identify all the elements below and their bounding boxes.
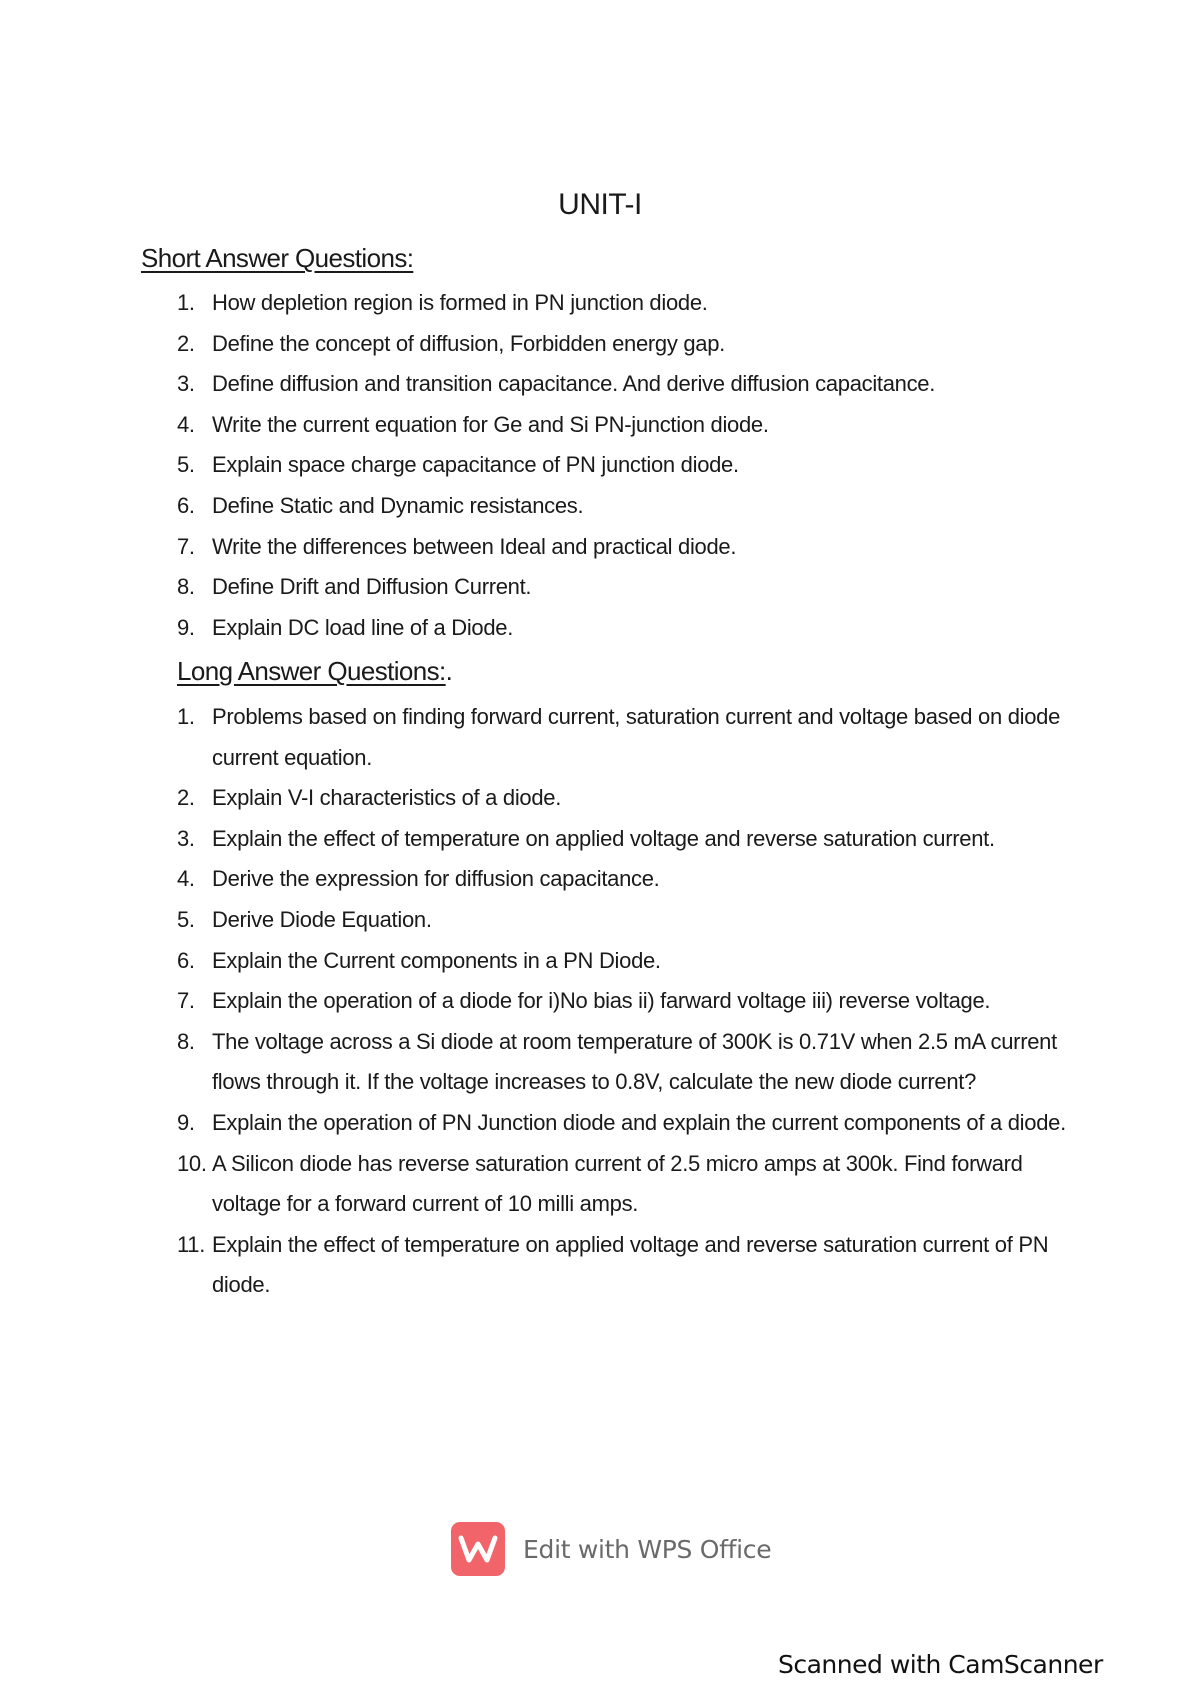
item-text: Derive the expression for diffusion capacitance. — [212, 866, 660, 892]
item-text: How depletion region is formed in PN junction diode. — [212, 290, 708, 315]
item-text: Explain DC load line of a Diode. — [212, 614, 514, 640]
item-number: 10. — [177, 1150, 207, 1176]
long-answer-heading-wrap — [177, 656, 452, 687]
item-number: 5. — [177, 906, 195, 932]
list-item — [177, 1144, 1077, 1225]
short-question-list — [177, 283, 1077, 648]
item-number: 2. — [177, 785, 195, 811]
list-item — [177, 324, 1077, 365]
list-item — [177, 1225, 1077, 1306]
item-number: 4. — [177, 866, 195, 892]
item-text: Write the current equation for Ge and Si PN-junction diode. — [212, 411, 769, 437]
list-item — [177, 527, 1077, 568]
wps-w-glyph-icon — [458, 1534, 498, 1564]
short-answer-heading: Short Answer Questions: — [141, 243, 414, 273]
item-number: 7. — [177, 533, 195, 559]
item-number: 6. — [177, 492, 195, 518]
item-text: Problems based on finding forward current, saturation current and voltage based on diode current equation. — [212, 704, 1061, 770]
list-item — [177, 405, 1077, 446]
item-number: 4. — [177, 411, 195, 437]
list-item — [177, 941, 1077, 982]
item-text: Derive Diode Equation. — [212, 906, 432, 932]
item-number: 3. — [177, 371, 195, 397]
item-text: Define Drift and Diffusion Current. — [212, 574, 532, 600]
list-item — [177, 445, 1077, 486]
item-text: Explain the effect of temperature on applied voltage and reverse saturation current of PN diode. — [212, 1231, 1049, 1298]
list-item — [177, 859, 1077, 900]
item-number: 11. — [177, 1231, 206, 1257]
page-title: UNIT-I — [558, 188, 642, 221]
item-text: Explain the operation of a diode for i)No bias ii) farward voltage iii) reverse voltage. — [212, 988, 991, 1014]
item-text: Define Static and Dynamic resistances. — [212, 492, 584, 518]
camscanner-watermark: Scanned with CamScanner — [778, 1650, 1103, 1679]
list-item — [177, 1022, 1077, 1103]
wps-edit-label: Edit with WPS Office — [523, 1534, 772, 1564]
list-item — [177, 778, 1077, 819]
long-answer-heading: Long Answer Questions: — [177, 656, 446, 686]
list-item — [177, 1103, 1077, 1144]
list-item — [177, 283, 1077, 324]
item-text: The voltage across a Si diode at room temperature of 300K is 0.71V when 2.5 mA current flows through it. If the voltage increases to 0.8V, calculate the new diode current? — [212, 1028, 1057, 1095]
item-text: Explain the Current components in a PN Diode. — [212, 947, 661, 973]
item-text: Explain the operation of PN Junction diode and explain the current components of a diode. — [212, 1109, 1066, 1135]
heading-suffix: . — [445, 656, 453, 686]
item-number: 1. — [177, 704, 195, 729]
list-item — [177, 567, 1077, 608]
list-item — [177, 819, 1077, 860]
long-question-list — [177, 697, 1077, 1306]
item-text: Define diffusion and transition capacitance. And derive diffusion capacitance. — [212, 371, 936, 397]
item-number: 8. — [177, 1028, 195, 1054]
list-item — [177, 608, 1077, 649]
item-number: 9. — [177, 1109, 195, 1135]
item-number: 2. — [177, 330, 195, 356]
item-number: 3. — [177, 825, 195, 851]
item-number: 7. — [177, 988, 195, 1014]
wps-logo-icon — [451, 1522, 505, 1576]
item-text: Explain the effect of temperature on applied voltage and reverse saturation current. — [212, 825, 995, 851]
item-number: 5. — [177, 452, 195, 478]
item-text: A Silicon diode has reverse saturation current of 2.5 micro amps at 300k. Find forward voltage for a forward current of 10 milli amps. — [212, 1150, 1023, 1217]
item-number: 1. — [177, 290, 195, 315]
wps-edit-badge[interactable] — [451, 1522, 771, 1576]
item-text: Write the differences between Ideal and practical diode. — [212, 533, 737, 559]
item-number: 6. — [177, 947, 195, 973]
item-number: 9. — [177, 614, 195, 640]
list-item — [177, 981, 1077, 1022]
list-item — [177, 900, 1077, 941]
list-item — [177, 697, 1077, 778]
item-text: Define the concept of diffusion, Forbidden energy gap. — [212, 330, 725, 356]
list-item — [177, 364, 1077, 405]
item-number: 8. — [177, 574, 195, 600]
item-text: Explain V-I characteristics of a diode. — [212, 785, 562, 811]
item-text: Explain space charge capacitance of PN junction diode. — [212, 452, 739, 478]
list-item — [177, 486, 1077, 527]
